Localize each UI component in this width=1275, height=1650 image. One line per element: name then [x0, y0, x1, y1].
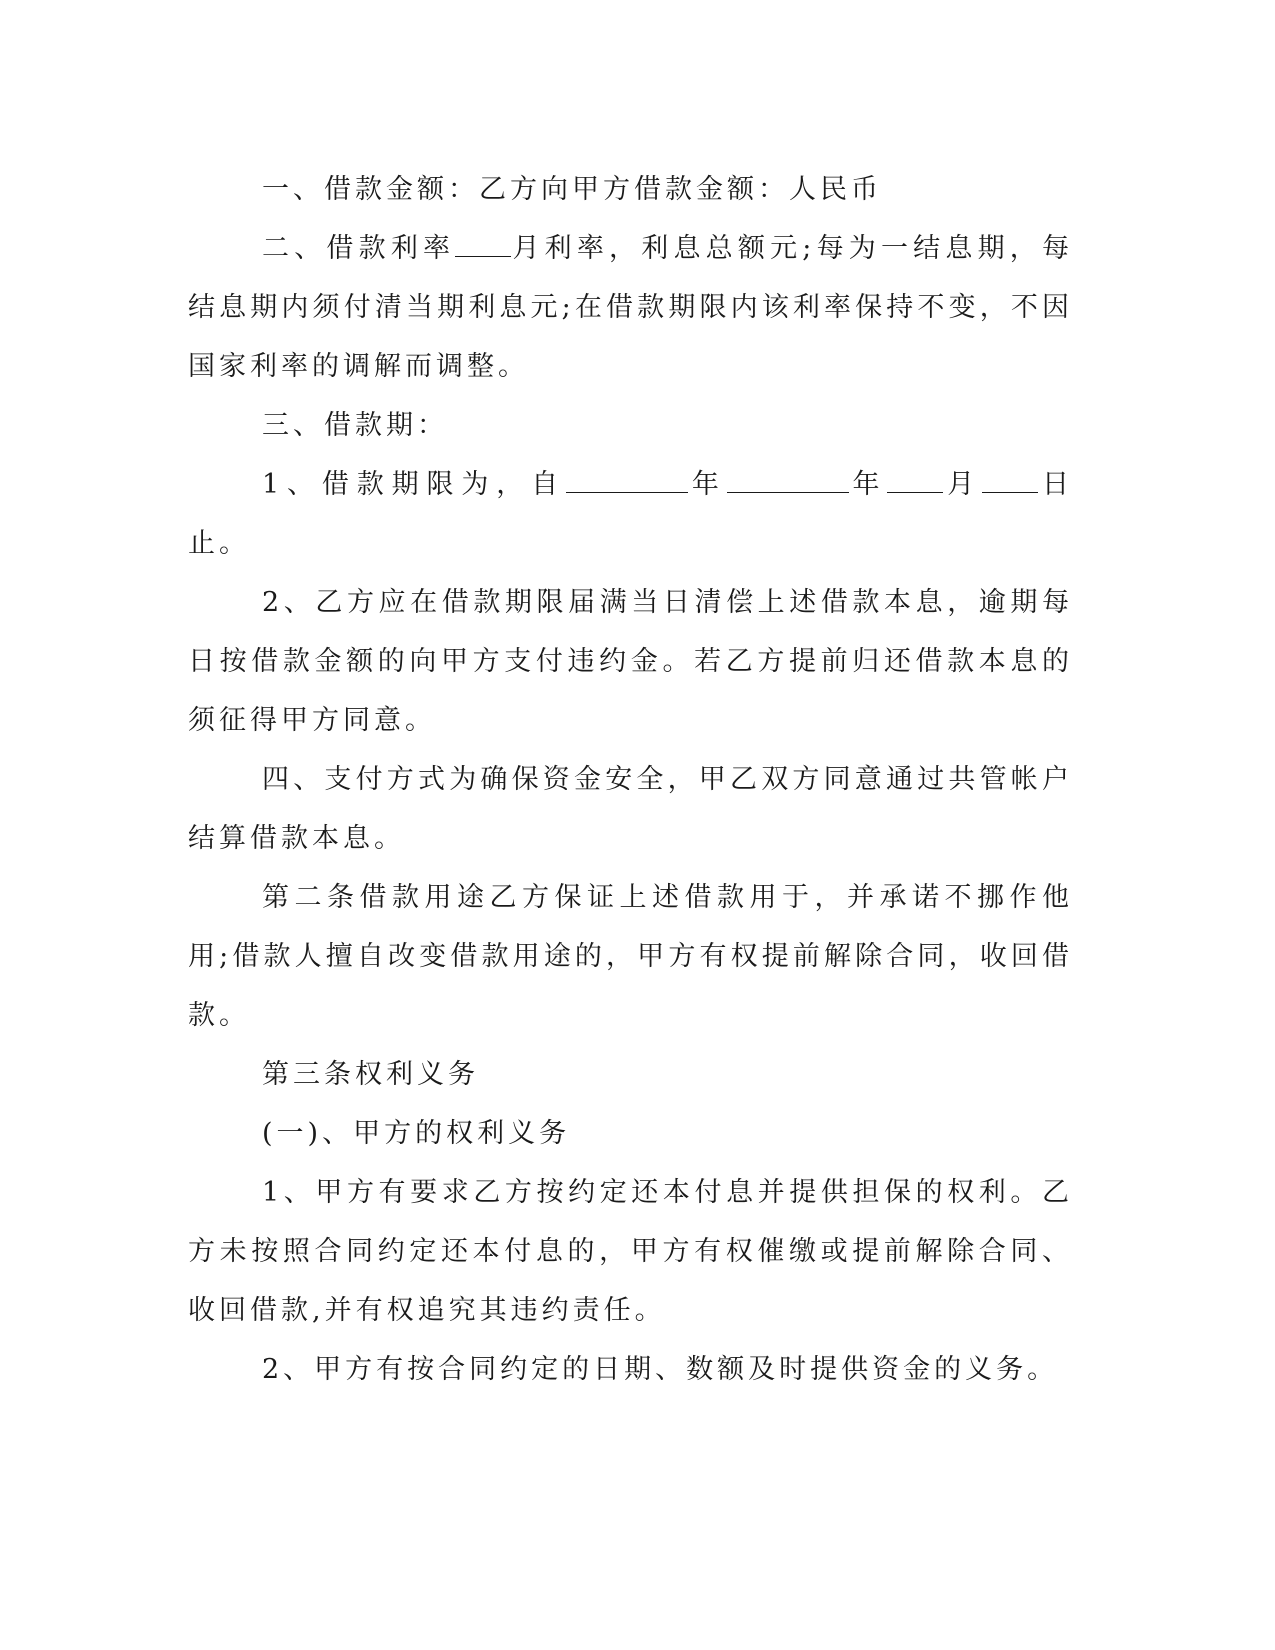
clause-repayment: 2、乙方应在借款期限届满当日清偿上述借款本息，逾期每日按借款金额的向甲方支付违约金。若乙方提前归还借款本息的须征得甲方同意。	[188, 587, 1073, 736]
clause-interest-rate	[188, 219, 1073, 396]
clause-loan-period-heading: 三、借款期：	[262, 410, 448, 441]
end-year-blank	[727, 470, 849, 493]
interest-rate-label: 二、借款利率	[262, 233, 456, 264]
article-rights-obligations-heading: 第三条权利义务	[262, 1059, 479, 1090]
end-day-blank	[982, 470, 1038, 493]
year-label-2: 年	[848, 469, 888, 500]
start-year-blank	[566, 470, 688, 493]
day-label: 日止。	[188, 469, 1074, 559]
party-a-obligation-2: 2、甲方有按合同约定的日期、数额及时提供资金的义务。	[262, 1354, 1059, 1385]
interest-rate-blank	[455, 234, 511, 257]
clause-loan-amount: 一、借款金额：乙方向甲方借款金额：人民币	[262, 174, 882, 205]
document-body	[188, 160, 1073, 1399]
party-a-right-1: 1、甲方有要求乙方按约定还本付息并提供担保的权利。乙方未按照合同约定还本付息的，甲方有权催缴或提前解除合同、收回借款,并有权追究其违约责任。	[188, 1177, 1073, 1326]
interest-rate-text: 月利率，利息总额元;每为一结息期，每结息期内须付清当期利息元;在借款期限内该利率保持不变，不因国家利率的调解而调整。	[188, 233, 1073, 382]
end-month-blank	[887, 470, 943, 493]
month-label: 月	[943, 469, 983, 500]
clause-loan-period-term	[188, 455, 1073, 573]
loan-term-label: 1、借款期限为，自	[262, 469, 566, 500]
year-label-1: 年	[687, 469, 727, 500]
party-a-rights-heading: (一)、甲方的权利义务	[262, 1118, 571, 1149]
article-loan-purpose: 第二条借款用途乙方保证上述借款用于，并承诺不挪作他用;借款人擅自改变借款用途的，甲方有权提前解除合同，收回借款。	[188, 882, 1073, 1031]
clause-payment-method: 四、支付方式为确保资金安全，甲乙双方同意通过共管帐户结算借款本息。	[188, 764, 1073, 854]
